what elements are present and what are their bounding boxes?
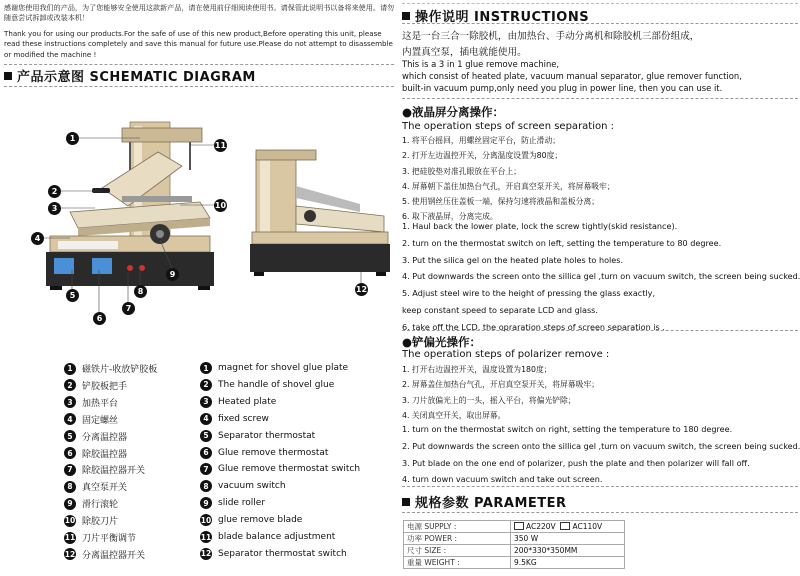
param-row-supply bbox=[404, 521, 625, 533]
legend-number: 10 bbox=[64, 516, 76, 526]
param-label: 电源 SUPPLY : bbox=[404, 521, 511, 533]
legend-label-cn: 固定螺丝 bbox=[82, 415, 119, 426]
callout-6: 6 bbox=[93, 312, 106, 325]
legend-item-cn bbox=[64, 480, 127, 493]
step-line: 3. 把硅胶垫对准孔眼放在平台上； bbox=[402, 166, 522, 176]
legend-item-cn bbox=[64, 362, 157, 375]
legend-number: 7 bbox=[200, 463, 212, 475]
polarizer-title-en: The operation steps of polarizer remove : bbox=[402, 349, 610, 360]
legend-number: 3 bbox=[64, 396, 76, 408]
legend-number: 2 bbox=[64, 379, 76, 391]
callout-8: 8 bbox=[134, 285, 147, 298]
checkbox-ac110[interactable] bbox=[560, 522, 570, 530]
legend-number: 8 bbox=[200, 480, 212, 492]
legend-label-cn: 分离温控器开关 bbox=[82, 550, 146, 561]
param-row-weight bbox=[404, 557, 625, 569]
legend-number: 12 bbox=[64, 549, 76, 559]
callout-1: 1 bbox=[66, 132, 79, 145]
legend-item-cn bbox=[64, 531, 136, 544]
schematic-heading: 产品示意图 SCHEMATIC DIAGRAM bbox=[4, 66, 256, 85]
legend-label-en: fixed screw bbox=[218, 413, 269, 424]
legend-number: 8 bbox=[64, 481, 76, 493]
step-line: 1. Haul back the lower plate, lock the screw tightly(skid resistance). bbox=[402, 221, 678, 231]
legend-label-cn: 分离温控器 bbox=[82, 432, 128, 443]
step-line: keep constant speed to separate LCD and glass. bbox=[402, 304, 598, 315]
legend-number: 11 bbox=[64, 533, 76, 542]
legend-item-en bbox=[200, 379, 334, 391]
option-ac110: AC110V bbox=[572, 522, 603, 531]
step-line: 2. 屏幕盖住加热台气孔，开启真空泵开关，将屏幕吸牢； bbox=[402, 380, 600, 390]
legend-label-en: Glue remove thermostat switch bbox=[218, 464, 361, 475]
step-line: 3. 刀片放偏光上的一头，摇入平台，将偏光铲除； bbox=[402, 395, 576, 405]
legend-label-en: vacuum switch bbox=[218, 481, 286, 492]
legend-item-cn bbox=[64, 497, 118, 510]
legend-number: 4 bbox=[200, 413, 212, 425]
param-row-size bbox=[404, 545, 625, 557]
legend-item-cn bbox=[64, 447, 127, 460]
legend-item-cn bbox=[64, 430, 127, 443]
legend-item-cn bbox=[64, 514, 118, 527]
screen-separation-steps-en bbox=[402, 218, 800, 336]
legend-number: 10 bbox=[200, 515, 212, 525]
callout-2: 2 bbox=[48, 185, 61, 198]
legend-item-en bbox=[200, 362, 348, 374]
step-line: 6. take off the LCD, the opraration steps of screen separation is . bbox=[402, 321, 665, 332]
step-line: 4. turn down vacuum switch and take out screen. bbox=[402, 474, 603, 485]
step-line: 1. 打开右边温控开关，温度设置为180度； bbox=[402, 365, 552, 374]
legend-label-cn: 除胶温控器开关 bbox=[82, 466, 146, 477]
legend-label-en: Heated plate bbox=[218, 396, 277, 407]
legend-number: 9 bbox=[64, 498, 76, 510]
step-line: 2. Put downwards the screen onto the sillica gel ,turn on vacuum switch, the screen being sucked. bbox=[402, 440, 800, 451]
legend-number: 12 bbox=[200, 549, 212, 559]
instructions-cn-line2: 内置真空泵，插电就能使用。 bbox=[402, 47, 527, 58]
parameter-heading: 规格参数 PARAMETER bbox=[402, 492, 567, 511]
step-line: 5. 使用钢丝压住盖板一端，保持匀速将液晶和盖板分离； bbox=[402, 197, 600, 207]
instructions-cn-line1: 这是一台三合一除胶机，由加热台、手动分离机和除胶机三部份组成， bbox=[402, 31, 700, 42]
legend-number: 2 bbox=[200, 379, 212, 391]
step-line: 1. turn on the thermostat switch on right, setting the temperature to 180 degree. bbox=[402, 424, 733, 434]
legend-item-en bbox=[200, 430, 315, 442]
step-line: 2. 打开左边温控开关，分离温度设置为80度； bbox=[402, 151, 563, 161]
screen-separation-title-cn: ●液晶屏分离操作： bbox=[402, 105, 505, 119]
intro-cn: 感谢您使用我们的产品，为了您能够安全使用这款新产品，请在使用前仔细阅读使用书。请保管此说明书以备将来使用。请勿随意尝试拆卸或改装本机！ bbox=[4, 3, 395, 23]
legend-number: 5 bbox=[64, 430, 76, 442]
callout-12: 12 bbox=[355, 285, 368, 294]
legend-number: 6 bbox=[64, 447, 76, 459]
legend-label-en: Separator thermostat switch bbox=[218, 548, 347, 559]
param-label: 重量 WEIGHT : bbox=[404, 557, 511, 569]
legend-number: 4 bbox=[64, 413, 76, 425]
legend-label-en: magnet for shovel glue plate bbox=[218, 363, 349, 373]
instructions-heading: 操作说明 INSTRUCTIONS bbox=[402, 6, 589, 25]
instructions-en-line3: built-in vacuum pump,only need you plug in power line, then you can use it. bbox=[402, 83, 723, 93]
legend-item-cn bbox=[64, 413, 118, 426]
polarizer-steps-cn bbox=[402, 362, 599, 423]
step-line: 4. 屏幕朝下盖住加热台气孔，开启真空泵开关，将屏幕吸牢； bbox=[402, 181, 615, 191]
legend-number: 6 bbox=[200, 447, 212, 459]
legend-number: 11 bbox=[200, 532, 212, 542]
legend-label-en: Separator thermostat bbox=[218, 430, 316, 441]
legend-item-en bbox=[200, 548, 347, 560]
legend-label-en: Glue remove thermostat bbox=[218, 447, 329, 458]
param-row-power bbox=[404, 533, 625, 545]
step-line: 1. 将平台摇回，用螺丝固定平台，防止滑动； bbox=[402, 136, 561, 145]
legend-label-cn: 磁铁片-收放铲胶板 bbox=[82, 365, 158, 375]
legend-number: 9 bbox=[200, 497, 212, 509]
legend-item-cn bbox=[64, 379, 127, 392]
legend-label-en: The handle of shovel glue bbox=[218, 379, 335, 390]
legend-number: 1 bbox=[64, 363, 76, 375]
instructions-en-line2: which consist of heated plate, vacuum manual separator, glue remover function, bbox=[402, 71, 742, 81]
callout-10: 10 bbox=[214, 201, 227, 210]
legend-label-cn: 除胶刀片 bbox=[82, 517, 119, 528]
callout-4: 4 bbox=[31, 232, 44, 245]
callout-11: 11 bbox=[214, 141, 227, 150]
param-value: 9.5KG bbox=[511, 557, 625, 569]
step-line: 4. 关闭真空开关，取出屏幕。 bbox=[402, 410, 506, 420]
legend-item-en bbox=[200, 396, 276, 408]
legend-label-cn: 真空泵开关 bbox=[82, 483, 128, 494]
param-value: 200*330*350MM bbox=[511, 545, 625, 557]
legend-label-cn: 滑行滚轮 bbox=[82, 500, 119, 511]
parameter-table bbox=[403, 520, 625, 569]
legend-number: 7 bbox=[64, 464, 76, 476]
screen-separation-steps-cn bbox=[402, 133, 615, 225]
instructions-en-line1: This is a 3 in 1 glue remove machine, bbox=[402, 59, 560, 69]
legend-label-cn: 刀片平衡调节 bbox=[82, 534, 137, 544]
callout-5: 5 bbox=[66, 289, 79, 302]
step-line: 4. Put downwards the screen onto the sillica gel ,turn on vacuum switch, the screen being sucked. bbox=[402, 271, 800, 282]
legend-item-cn bbox=[64, 548, 145, 561]
screen-separation-title-en: The operation steps of screen separation : bbox=[402, 121, 615, 132]
legend-item-en bbox=[200, 463, 360, 475]
legend-label-cn: 铲胶板把手 bbox=[82, 381, 128, 392]
step-line: 2. turn on the thermostat switch on left, setting the temperature to 80 degree. bbox=[402, 237, 722, 248]
legend-number: 5 bbox=[200, 430, 212, 442]
legend-label-cn: 加热平台 bbox=[82, 398, 119, 409]
step-line: 5. Adjust steel wire to the height of pressing the glass exactly, bbox=[402, 288, 656, 299]
checkbox-ac220[interactable] bbox=[514, 522, 524, 530]
param-label: 尺寸 SIZE : bbox=[404, 545, 511, 557]
legend-item-en bbox=[200, 447, 328, 459]
legend-label-en: glue remove blade bbox=[218, 515, 303, 526]
intro-en: Thank you for using our products.For the safe of use of this new product,Before operating this unit, please read these instructions completely and save this manual for future use.Please do not attempt to disassemble or modified the machine ! bbox=[4, 29, 393, 59]
param-value: 350 W bbox=[511, 533, 625, 545]
callout-7: 7 bbox=[122, 302, 135, 315]
legend-label-en: blade balance adjustment bbox=[218, 532, 336, 542]
legend-item-cn bbox=[64, 396, 118, 409]
legend-label-en: slide roller bbox=[218, 498, 266, 509]
legend-item-en bbox=[200, 497, 265, 509]
legend-item-en bbox=[200, 514, 302, 526]
machine-side-illustration bbox=[250, 146, 390, 280]
legend-item-en bbox=[200, 480, 286, 492]
step-line: 3. Put blade on the one end of polarizer, push the plate and then polarizer will fall off. bbox=[402, 457, 750, 468]
legend-number: 1 bbox=[200, 362, 212, 374]
legend-item-en bbox=[200, 531, 335, 543]
param-label: 功率 POWER : bbox=[404, 533, 511, 545]
polarizer-title-cn: ●铲偏光操作： bbox=[402, 335, 482, 349]
legend-label-cn: 除胶温控器 bbox=[82, 449, 128, 460]
step-line: 6. 取下液晶屏，分离完成。 bbox=[402, 212, 498, 222]
callout-9: 9 bbox=[166, 268, 179, 281]
legend-item-en bbox=[200, 413, 269, 425]
legend-number: 3 bbox=[200, 396, 212, 408]
step-line: 3. Put the silica gel on the heated plate holes to holes. bbox=[402, 254, 624, 265]
option-ac220: AC220V bbox=[526, 522, 556, 531]
polarizer-steps-en bbox=[402, 421, 800, 488]
callout-3: 3 bbox=[48, 202, 61, 215]
legend-item-cn bbox=[64, 463, 145, 476]
